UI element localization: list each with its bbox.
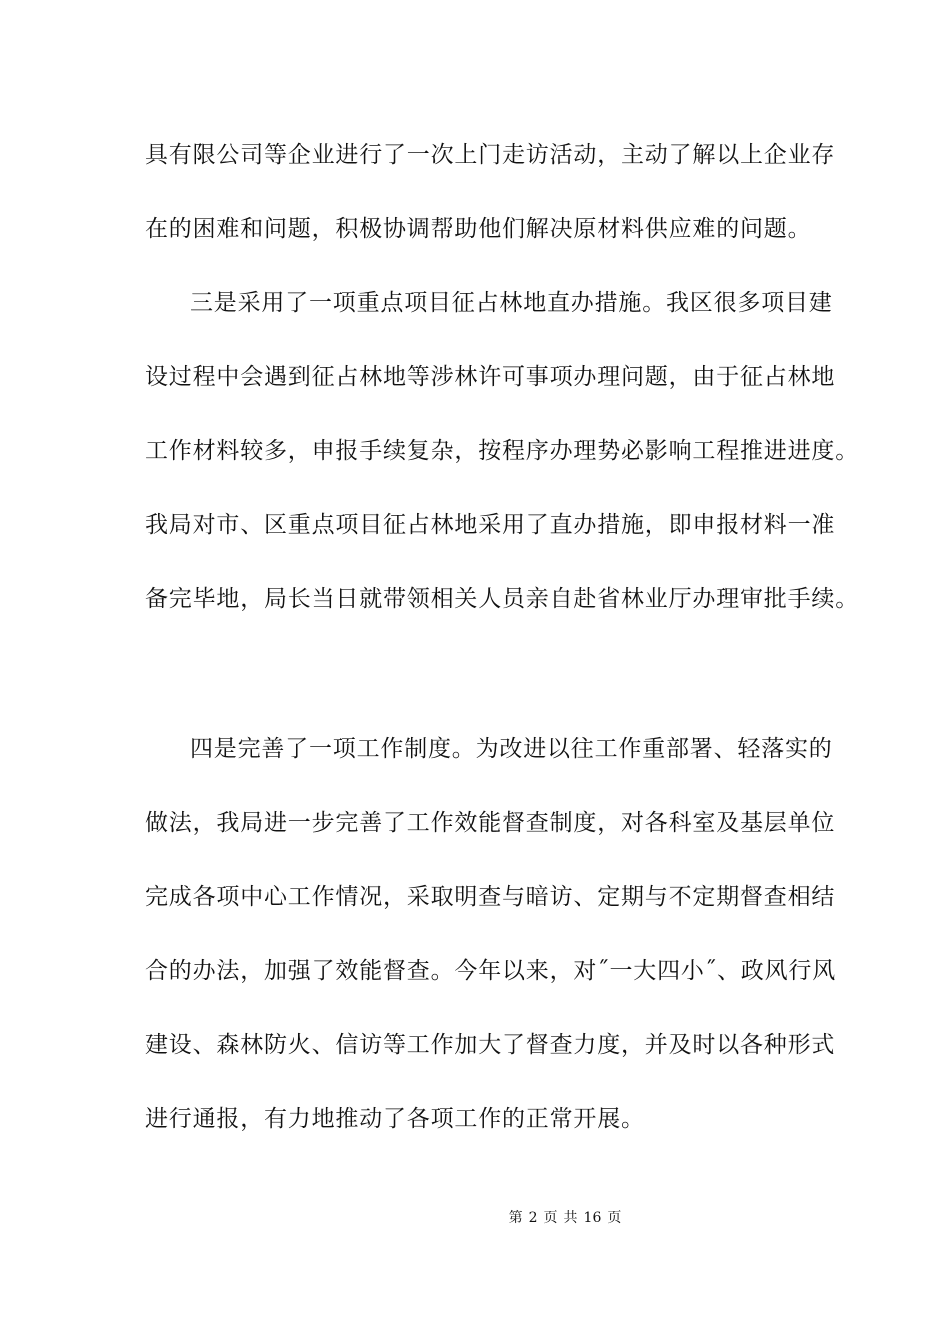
paragraph-start-line: 三是采用了一项重点项目征占林地直办措施。我区很多项目建 bbox=[190, 290, 833, 316]
text-line: 建设、森林防火、信访等工作加大了督查力度，并及时以各种形式 bbox=[145, 1032, 836, 1058]
text-line: 在的困难和问题，积极协调帮助他们解决原材料供应难的问题。 bbox=[145, 216, 812, 242]
footer-ye: 页 bbox=[543, 1210, 558, 1226]
text-line: 具有限公司等企业进行了一次上门走访活动，主动了解以上企业存 bbox=[145, 142, 836, 168]
text-line: 设过程中会遇到征占林地等涉林许可事项办理问题，由于征占林地 bbox=[145, 364, 836, 390]
text-line: 我局对市、区重点项目征占林地采用了直办措施，即申报材料一准 bbox=[145, 512, 836, 538]
text-line: 合的办法，加强了效能督查。今年以来，对˝一大四小˝、政风行风 bbox=[145, 958, 836, 984]
footer-total-pages: 16 bbox=[583, 1210, 602, 1226]
text-line: 完成各项中心工作情况，采取明查与暗访、定期与不定期督查相结 bbox=[145, 884, 836, 910]
text-line: 备完毕地，局长当日就带领相关人员亲自赴省林业厅办理审批手续。 bbox=[145, 586, 859, 612]
paragraph-start-line: 四是完善了一项工作制度。为改进以往工作重部署、轻落实的 bbox=[190, 736, 833, 762]
text-line: 工作材料较多，申报手续复杂，按程序办理势必影响工程推进进度。 bbox=[145, 438, 859, 464]
text-line: 做法，我局进一步完善了工作效能督查制度，对各科室及基层单位 bbox=[145, 810, 836, 836]
page-footer bbox=[0, 1208, 950, 1228]
footer-di: 第 bbox=[508, 1210, 523, 1226]
text-line: 进行通报，有力地推动了各项工作的正常开展。 bbox=[145, 1106, 645, 1132]
footer-current-page: 2 bbox=[528, 1210, 538, 1226]
footer-gong: 共 bbox=[563, 1210, 578, 1226]
footer-ye: 页 bbox=[607, 1210, 622, 1226]
